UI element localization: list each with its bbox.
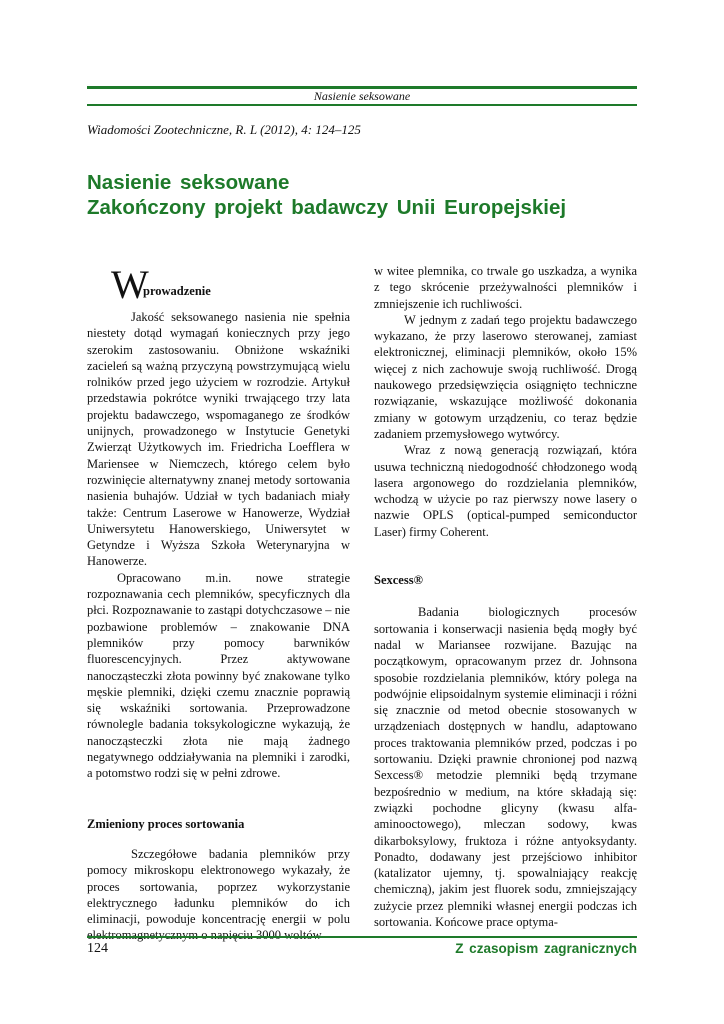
intro-heading-rest: prowadzenie [143, 284, 211, 298]
continuation-paragraph: w witee plemnika, co trwale go uszkadza, a wynika z tego skrócenie przeżywalności plemników i zmniejszenie ich ruchliwości. [374, 264, 637, 311]
footer-rule [87, 936, 637, 938]
section-name: Z czasopism zagranicznych [455, 941, 637, 956]
sorting-paragraph: Szczegółowe badania plemników przy pomocy mikroskopu elektronowego wykazały, że proces sortowania, poprzez wykorzystanie elektrycznego ładunku plemników do ich eliminacji, powoduje koncentrację energii w polu [87, 846, 350, 927]
page-number: 124 [87, 941, 108, 956]
intro-paragraph-1: Jakość seksowanego nasienia nie spełnia niestety dotąd wymagań koniecznych przy jego szerokim zastosowaniu. Obniżone wskaźniki zacieleń są ważną przyczyną powstrzymującą wielu rolników przed jego użyciem w rozrodzie. Artykuł przedstawia pokrótce wyniki trwającego trzy lata projektu badawczego, wspomaganego ze środków unijnych, prowadzonego w Instytucie Genetyki Zwierząt Użytkowych im. Friedricha Loefflera w Mariensee w Niemczech, którego celem było rozwinięcie alternatywny znanej metody sortowania nasienia buhajów. Udział w tych badaniach miały także: Centrum Laserowe w Hanowerze, Wydział Uniwersytetu Hanowerskiego, Uniwersytet w Getyndze i Wyższa Szkoła Weterynaryjna w Hanowerze. [87, 310, 350, 569]
intro-paragraph-2: Opracowano m.in. nowe strategie rozpoznawania cech plemników, specyficznych dla płci. Rozpoznawanie to zastąpi dotychczasowe – nie pozbawione problemów – znakowanie DNA plemników przy pomocy barwników fluorescencyjnych. Przez aktywowane nanocząsteczki złota powinny być znakowane tylko męskie plemniki, dzięki czemu znacznie poprawią się wskaźniki sortowania. Przeprowadzone równolegle badania toksykologiczne wykazują, że nanocząsteczki złota nie mają żadnego negatywnego oddziaływania na plemniki i zarodki, a potomstwo rodzi się w pełni zdrowe. [87, 570, 350, 781]
right-column [374, 263, 637, 930]
header-rule-bottom [87, 104, 637, 106]
opls-paragraph: Wraz z nową generacją rozwiązań, która usuwa techniczną niedogodność chłodzonego wodą lasera argonowego do rozdzielania plemników, wchodzą w użycie po raz pierwszy nowe lasery o nazwie OPLS (optical-pumped semiconductor Laser) firmy Coherent. [374, 443, 637, 539]
sorting-heading: Zmieniony proces sortowania [87, 816, 245, 831]
left-column [87, 263, 350, 944]
dropcap-letter: W [111, 262, 149, 307]
title-line-1: Nasienie seksowane [87, 171, 290, 194]
article-title [87, 170, 647, 220]
intro-heading [111, 263, 350, 309]
running-header: Nasienie seksowane [313, 89, 411, 103]
laser-paragraph: W jednym z zadań tego projektu badawczego wykazano, że przy laserowo sterowanej, zamiast elektronicznej, eliminacji plemników, około 15% więcej z nich zachowuje swoją ruchliwość. Drogą naukowego przedsięwzięcia osiągnięto techniczne rozwiązanie, wskazujące możliwość dokonania zmiany w gotowym urządzeniu, co teraz będzie zadaniem przemysłowego wytwórcy. [374, 312, 637, 441]
title-line-2: Zakończony projekt badawczy Unii Europejskiej [87, 196, 567, 219]
sexcess-heading: Sexcess® [374, 573, 423, 588]
sexcess-paragraph: Badania biologicznych procesów sortowania i konserwacji nasienia będą mogły być nadal w Mariansee rozwijane. Bazując na początkowym, opracowanym przez dr. Johnsona sposobie rozdzielania plemników, który polega na podwójnie elipsoidalnym systemie eliminacji i różni się znacznie od metod obecnie stosowanych w urządzeniach dostępnych w handlu, adaptowano proces traktowania plemników przed, podczas i po sortowaniu. Dzięki prawnie chronionej pod nazwą Sexcess® metodzie plemniki będą trzymane bezpośrednio w medium, na które składają się: związki pochodne glicyny (kwasu alfa-aminooctowego), mleczan sodowy, kwas dikarboksylowy, fruktoza i różne antyoksydanty. Ponadto, dodawany jest przejściowo inhibitor (katalizator ujemny, tj. spowalniający reakcję chemiczną), jakim jest fluorek sodu, zmniejszający zużycie przez plemniki własnej energii podczas ich sortowania. Końcowe prace optyma- [374, 605, 637, 929]
citation: Wiadomości Zootechniczne, R. L (2012), 4: 124–125 [87, 122, 361, 137]
